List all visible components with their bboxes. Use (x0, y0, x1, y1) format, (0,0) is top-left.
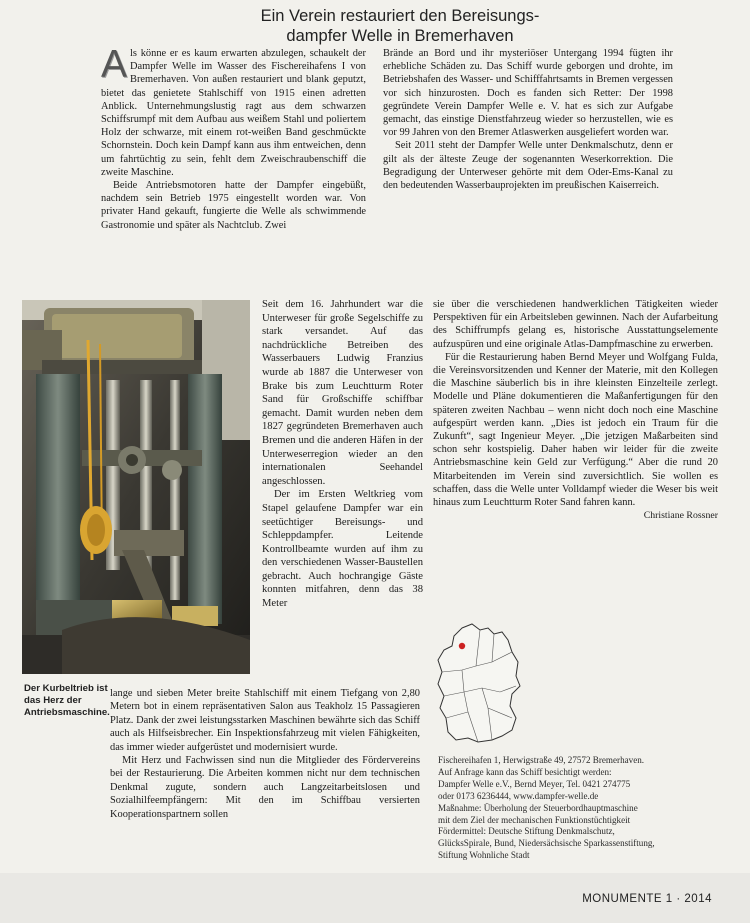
paragraph: lange und sieben Meter breite Stahlschiff mit einem Tiefgang von 2,80 Metern bot in einem repräsentativen Salon aus Teakholz 15 Passagieren Platz. Dank der zwei leistungsstarken Maschinen bewährte sich das Schiff auch als Hilfseisbrecher. Ein Inspektionsfahrzeug mit vielen Fähigkeiten, das immer wieder aufgerüstet und modernisiert wurde. (110, 688, 420, 753)
info-line: Stiftung Wohnliche Stadt (438, 850, 530, 861)
info-line: Maßnahme: Überholung der Steuerbordhauptmaschine (438, 802, 638, 813)
paragraph: Mit Herz und Fachwissen sind nun die Mitglieder des Fördervereins bei der Restaurierung. Die Arbeiten kommen nicht nur dem technischen Denkmal zugute, sondern auch Langzeitarbeitslosen und Sozialhilfeempfängern: Mit den im Schiffbau versierten Kooperationspartnern sollen (110, 755, 420, 820)
article-title (250, 6, 550, 46)
drop-cap: A (101, 43, 128, 86)
title-line-2: dampfer Welle in Bremerhaven (286, 27, 514, 45)
engine-photo (22, 300, 250, 674)
paragraph (433, 351, 718, 522)
text-column-2 (383, 47, 673, 192)
paragraph: sie über die verschiedenen handwerklichen Tätigkeiten wieder Perspektiven für ein Arbeitsleben gewinnen. Nach der Aufarbeitung des Schiffrumpfs gelang es, historische Ausstattungselemente aufzuspüren und eine originale Atlas-Dampfmaschine zu erwerben. (433, 299, 718, 350)
info-line: Fördermittel: Deutsche Stiftung Denkmalschutz, (438, 826, 615, 837)
page-footer (0, 873, 750, 923)
info-line: mit dem Ziel der mechanischen Funktionstüchtigkeit (438, 814, 631, 825)
paragraph: ls könne er es kaum erwarten abzulegen, schaukelt der Dampfer Welle im Wasser des Fischereihafens I von Bremerhaven. Von außen restauriert und blank geputzt, bietet das genietete Stahlschiff von 1915 einen adretten Anblick. Unternehmungslustig ragt aus dem schwarzen Schiffsrumpf mit dem Aufbau aus weißem Stahl und poliertem Holz der schwarze, mit einem rot-weißen Band geschmückte Schornstein. Doch kein Dampf kann aus ihm entweichen, denn um fahrtüchtig zu sein, fehlt dem Zweischraubenschiff die zweite Maschine. (101, 48, 366, 178)
text-column-1 (101, 43, 366, 232)
paragraph-text: Für die Restaurierung haben Bernd Meyer und Wolfgang Fulda, die Vereinsvorsitzenden und Kenner der Materie, mit den Kollegen die Maschine säuberlich bis in ihre kleinsten Einzelteile zerlegt. Modelle und Pläne dokumentieren die Maßanfertigungen für den späteren zweiten Nachbau – wenn nicht doch noch eine Maschine aufgespürt werden kann. „Dies ist jedoch ein Traum für die Zukunft“, sagt Ingenieur Meyer. „Die jetzigen Maßarbeiten sind schon sehr kostspielig. Daher haben wir leider für die zweite Antriebsmaschine kein Geld zur Verfügung.“ Aber die rund 20 Mitarbeitenden im Verein sind zuversichtlich. Sie wollen es schaffen, dass die Welle unter Volldampf wieder die Weser bis weit hinaus zum Leuchtturm Roter Sand fahren kann. (433, 351, 718, 509)
paragraph: Brände an Bord und ihr mysteriöser Untergang 1994 fügten ihr erhebliche Schäden zu. Das Schiff wurde geborgen und drohte, im Betriebshafen des Wasser- und Schifffahrtsamts in Bremen vergessen vor sich hinzurosten. Doch es fanden sich Retter: Der 1998 gegründete Verein Dampfer Welle e. V. hat es sich zur Aufgabe gemacht, das einstige Dienstfahrzeug wieder so herzustellen, wie es vor 99 Jahren von den Bremer Atlaswerken ausgeliefert worden war. (383, 48, 673, 139)
footer-issue: MONUMENTE 1 · 2014 (582, 893, 712, 905)
author-signature: Christiane Rossner (643, 510, 718, 522)
germany-map (432, 622, 524, 744)
paragraph: Beide Antriebsmotoren hatte der Dampfer eingebüßt, nachdem sein Betrieb 1975 eingestellt worden war. Von privater Hand gekauft, fungierte die Welle als schwimmende Gastronomie und später als Nachtclub. Zwei (101, 180, 366, 231)
paragraph: Der im Ersten Weltkrieg vom Stapel gelaufene Dampfer war ein seetüchtiger Bereisungs- und Schleppdampfer. Leitende Kontrollbeamte wurden auf ihm zu den verschiedenen Wasser-Baustellen gebracht. Auch hochrangige Gäste konnten mitfahren, denn das 38 Meter (262, 489, 423, 610)
map-marker (459, 643, 465, 649)
steam-engine-image (22, 300, 250, 674)
info-line: Auf Anfrage kann das Schiff besichtigt werden: (438, 766, 612, 777)
info-box (438, 755, 723, 862)
paragraph: Seit 2011 steht der Dampfer Welle unter Denkmalschutz, denn er gilt als der älteste Zeuge der sogenannten Weserkorrektion. Die Begradigung der Unterweser gehörte mit dem Oder-Ems-Kanal zu den bedeutenden Wasserbauprojekten im preußischen Kaiserreich. (383, 140, 673, 192)
photo-caption: Der Kurbeltrieb ist das Herz der Antriebsmaschine. (24, 683, 110, 718)
paragraph: Seit dem 16. Jahrhundert war die Unterweser für große Segelschiffe zu stark versandet. Auf das nachdrückliche Betreiben des Wasserbauers Ludwig Franzius wurde ab 1887 die Unterweser von Brake bis zum Leuchtturm Roter Sand für Großschiffe schiffbar gemacht. Damit wurden neben dem 1827 gegründeten Bremerhaven auch Bremen und die anderen Häfen in der Unterweserregion wieder an den internationalen Seehandel angeschlossen. (262, 299, 423, 487)
info-line: Fischereihafen 1, Herwigstraße 49, 27572 Bremerhaven. (438, 755, 645, 765)
text-column-5 (433, 298, 718, 522)
title-line-1: Ein Verein restauriert den Bereisungs- (260, 7, 540, 25)
info-line: oder 0173 6236444, www.dampfer-welle.de (438, 790, 599, 801)
info-line: Dampfer Welle e.V., Bernd Meyer, Tel. 0421 274775 (438, 778, 631, 789)
info-line: GlücksSpirale, Bund, Niedersächsische Sparkassenstiftung, (438, 838, 655, 849)
text-column-4 (110, 687, 420, 821)
text-column-3 (262, 298, 423, 611)
